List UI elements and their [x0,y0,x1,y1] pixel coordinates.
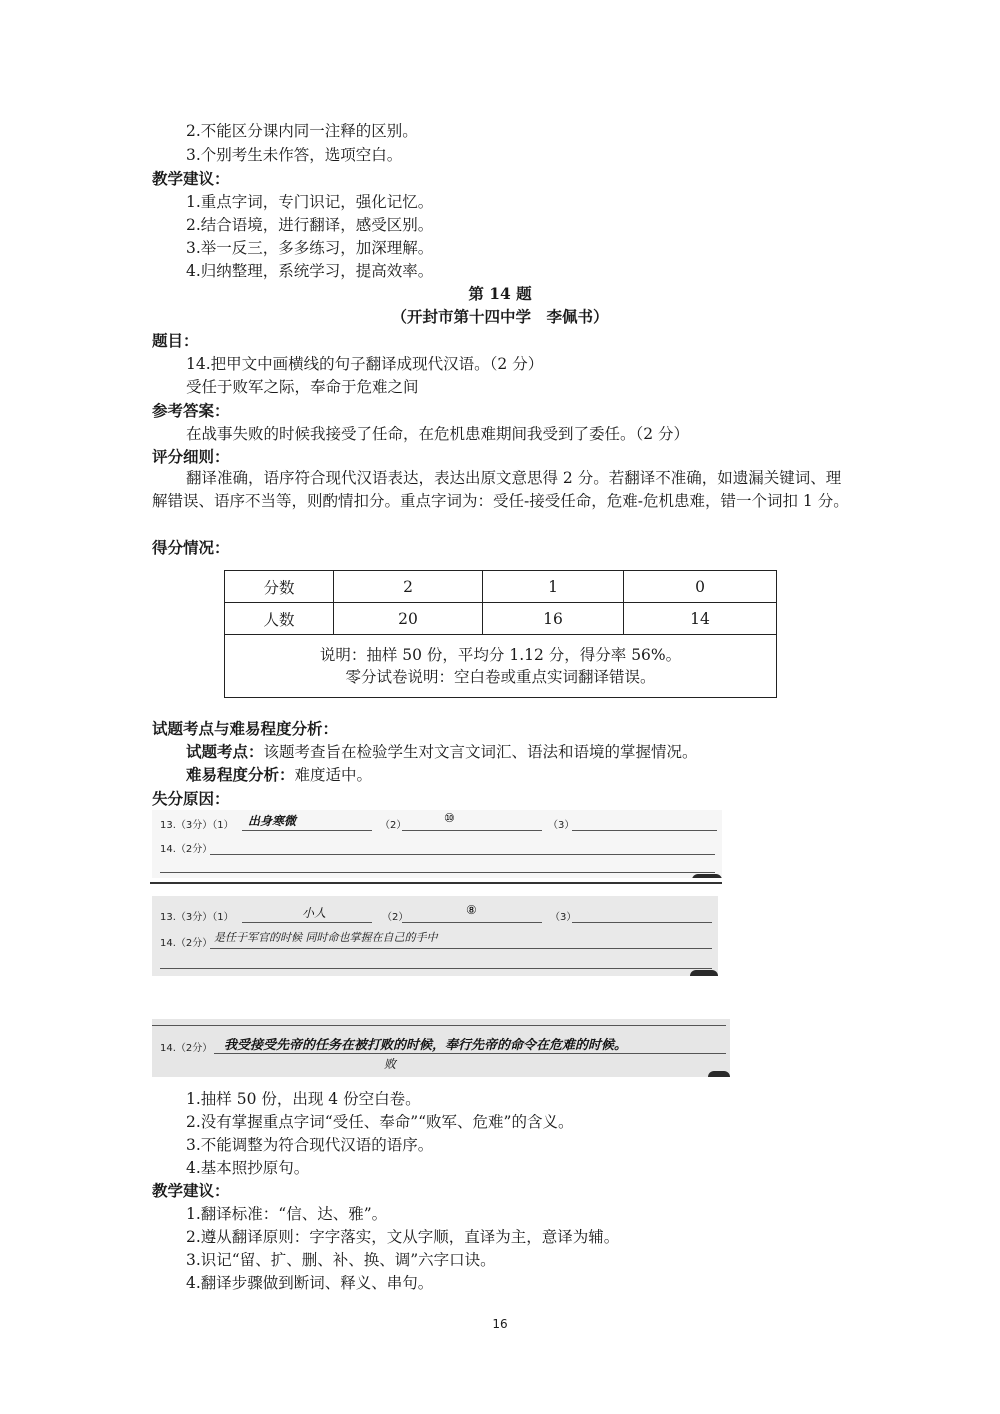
scan1-q13-l3: （3） [548,820,575,831]
advice-item-2: 2.遵从翻译原则：字字落实，文从字顺，直译为主，意译为辅。 [186,1228,620,1246]
analysis-point-text: 该题考查旨在检验学生对文言文词汇、语法和语境的掌握情况。 [263,743,698,761]
score-label-cell: 分数 [225,571,334,603]
note-line-1: 说明：抽样 50 份，平均分 1.12 分，得分率 56%。 [319,646,682,664]
scan2-q13-answer1: 小人 [302,906,327,920]
question-heading: 题目： [152,331,199,350]
scan2-q13-answer2: ⑧ [466,903,477,917]
prev-reason-3: 3.个别考生未作答，选项空白。 [186,146,403,164]
page-number: 16 [492,1317,508,1331]
scan2-tab-mark [690,970,718,976]
answer-text: 在战事失败的时候我接受了任命，在危机患难期间我受到了委任。（2 分） [186,425,690,443]
prev-reason-2: 2.不能区分课内同一注释的区别。 [186,122,418,140]
prev-advice-heading: 教学建议： [152,169,230,188]
note-row [225,635,777,698]
answer-heading: 参考答案： [152,401,230,420]
scan1-q14-label: 14.（2分） [160,844,213,855]
advice-item-1: 1.翻译标准：“信、达、雅”。 [186,1205,388,1223]
scan2-q13-l3: （3） [550,912,577,923]
scan2-q13-l2: （2） [382,912,409,923]
analysis-difficulty-text: 难度适中。 [294,766,373,784]
prev-advice-3: 3.举一反三，多多练习，加深理解。 [186,239,434,257]
scan3-q14-label: 14.（2分） [160,1043,213,1054]
scan1-line [160,872,715,873]
count-cell: 20 [334,603,483,635]
loss-reason-3: 3.不能调整为符合现代汉语的语序。 [186,1136,434,1154]
analysis-point [186,741,698,763]
scan1-tab-mark [692,874,722,878]
prev-advice-4: 4.归纳整理，系统学习，提高效率。 [186,262,434,280]
note-line-2: 零分试卷说明：空白卷或重点实词翻译错误。 [345,668,656,686]
analysis-difficulty [186,764,372,786]
count-cell: 16 [483,603,624,635]
answer-sheet-scan-2 [152,896,718,976]
answer-sheet-scan-1 [152,810,722,878]
scan1-q13-answer2: ⑩ [444,811,455,825]
question-text: 14.把甲文中画横线的句子翻译成现代汉语。（2 分） [186,355,544,373]
scan1-q13-label: 13.（3分）（1） [160,820,234,831]
scan1-line [242,830,372,831]
score-cell: 1 [483,571,624,603]
answer-sheet-scan-3 [152,1019,730,1077]
score-cell: 2 [334,571,483,603]
count-cell: 14 [624,603,777,635]
prev-advice-2: 2.结合语境，进行翻译，感受区别。 [186,216,434,234]
advice-heading: 教学建议： [152,1181,230,1200]
scan2-q14-label: 14.（2分） [160,938,213,949]
advice-item-4: 4.翻译步骤做到断词、释义、串句。 [186,1274,434,1292]
analysis-heading: 试题考点与难易程度分析： [152,719,339,738]
count-row [225,603,777,635]
scan3-q14-answer: 我受接受先帝的任务在被打败的时候，奉行先帝的命令在危难的时候。 [224,1038,628,1053]
scan2-line [210,948,712,949]
loss-heading: 失分原因： [152,789,230,808]
scan1-line [402,830,542,831]
score-heading: 得分情况： [152,538,230,557]
scan2-q14-answer: 是任于军官的时候 同时命也掌握在自己的手中 [214,931,438,944]
analysis-point-label: 试题考点： [186,742,264,761]
loss-reason-1: 1.抽样 50 份，出现 4 份空白卷。 [186,1090,421,1108]
note-cell [225,635,777,698]
scan1-q13-answer1: 出身寒微 [248,814,297,828]
analysis-difficulty-label: 难易程度分析： [186,765,295,784]
loss-reason-4: 4.基本照抄原句。 [186,1159,310,1177]
scan-divider [150,882,722,884]
scan2-line [402,922,542,923]
loss-reason-2: 2.没有掌握重点字词“受任、奉命”“败军、危难”的含义。 [186,1113,574,1131]
section-author: （开封市第十四中学 李佩书） [391,307,609,326]
score-table [224,570,777,698]
scan1-q13-l2: （2） [380,820,407,831]
count-label-cell: 人数 [225,603,334,635]
scan3-line [214,1053,726,1054]
score-cell: 0 [624,571,777,603]
rubric-text: 翻译准确，语序符合现代汉语表达，表达出原文意思得 2 分。若翻译不准确，如遗漏关键词、理解错误、语序不当等，则酌情扣分。重点字词为：受任-接受任命，危难-危机患难，错一个词扣 1 分。 [152,469,849,510]
scan2-line [572,922,712,923]
score-row [225,571,777,603]
scan1-line [210,854,715,855]
rubric-heading: 评分细则： [152,447,230,466]
scan3-tab-mark [708,1071,730,1077]
scan1-line [572,830,717,831]
scan3-insert-mark: 败 [384,1057,397,1071]
section-title: 第 14 题 [468,284,532,303]
scan2-line [160,968,712,969]
scan2-q13-label: 13.（3分）（1） [160,912,234,923]
prev-advice-1: 1.重点字词，专门识记，强化记忆。 [186,193,434,211]
scan2-line [242,922,372,923]
advice-item-3: 3.识记“留、扩、删、补、换、调”六字口诀。 [186,1251,496,1269]
question-sentence: 受任于败军之际，奉命于危难之间 [186,378,419,396]
scan3-line [152,1025,726,1026]
